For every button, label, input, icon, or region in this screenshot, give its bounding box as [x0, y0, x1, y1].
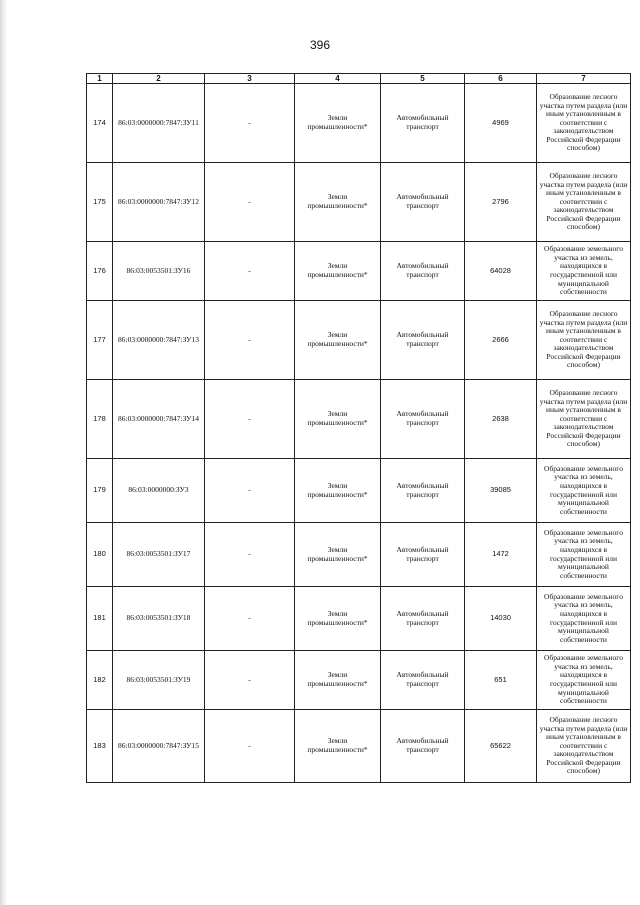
row-number: 181	[87, 587, 113, 651]
column-3-value: -	[205, 710, 295, 783]
table-row	[87, 587, 631, 651]
area-value: 651	[465, 651, 537, 710]
area-value: 4969	[465, 84, 537, 163]
permitted-use: Автомобильный транспорт	[381, 587, 465, 651]
column-3-value: -	[205, 84, 295, 163]
formation-method: Образование лесного участка путем раздела (или иным установленным в соответствии с законодательством Российской Федерации способом)	[537, 84, 631, 163]
formation-method: Образование земельного участка из земель, находящихся в государственной или муниципальной собственности	[537, 587, 631, 651]
table-row	[87, 523, 631, 587]
permitted-use: Автомобильный транспорт	[381, 84, 465, 163]
column-header: 1	[87, 74, 113, 84]
formation-method: Образование земельного участка из земель, находящихся в государственной или муниципальной собственности	[537, 523, 631, 587]
land-category: Земли промышленности*	[295, 163, 381, 242]
area-value: 2666	[465, 301, 537, 380]
permitted-use: Автомобильный транспорт	[381, 710, 465, 783]
area-value: 64028	[465, 242, 537, 301]
row-number: 178	[87, 380, 113, 459]
permitted-use: Автомобильный транспорт	[381, 242, 465, 301]
land-category: Земли промышленности*	[295, 523, 381, 587]
land-category: Земли промышленности*	[295, 459, 381, 523]
column-header: 4	[295, 74, 381, 84]
table-row	[87, 163, 631, 242]
column-header: 6	[465, 74, 537, 84]
cadastral-number: 86:03:0000000:7847:ЗУ13	[113, 301, 205, 380]
table-row	[87, 710, 631, 783]
page-number: 396	[309, 38, 331, 52]
row-number: 183	[87, 710, 113, 783]
cadastral-number: 86:03:0053501:ЗУ19	[113, 651, 205, 710]
permitted-use: Автомобильный транспорт	[381, 651, 465, 710]
table-row	[87, 380, 631, 459]
column-3-value: -	[205, 459, 295, 523]
area-value: 65622	[465, 710, 537, 783]
land-plot-table	[86, 73, 631, 783]
land-category: Земли промышленности*	[295, 710, 381, 783]
row-number: 180	[87, 523, 113, 587]
table-row	[87, 651, 631, 710]
column-3-value: -	[205, 651, 295, 710]
formation-method: Образование лесного участка путем раздела (или иным установленным в соответствии с законодательством Российской Федерации способом)	[537, 380, 631, 459]
formation-method: Образование земельного участка из земель, находящихся в государственной или муниципальной собственности	[537, 651, 631, 710]
permitted-use: Автомобильный транспорт	[381, 163, 465, 242]
formation-method: Образование земельного участка из земель, находящихся в государственной или муниципальной собственности	[537, 242, 631, 301]
scan-edge	[0, 0, 8, 905]
area-value: 2638	[465, 380, 537, 459]
row-number: 175	[87, 163, 113, 242]
area-value: 1472	[465, 523, 537, 587]
cadastral-number: 86:03:0053501:ЗУ16	[113, 242, 205, 301]
column-3-value: -	[205, 380, 295, 459]
row-number: 177	[87, 301, 113, 380]
formation-method: Образование земельного участка из земель, находящихся в государственной или муниципальной собственности	[537, 459, 631, 523]
formation-method: Образование лесного участка путем раздела (или иным установленным в соответствии с законодательством Российской Федерации способом)	[537, 301, 631, 380]
cadastral-number: 86:03:0053501:ЗУ17	[113, 523, 205, 587]
table-row	[87, 84, 631, 163]
row-number: 176	[87, 242, 113, 301]
cadastral-number: 86:03:0000000:7847:ЗУ11	[113, 84, 205, 163]
table-row	[87, 242, 631, 301]
area-value: 39085	[465, 459, 537, 523]
column-3-value: -	[205, 301, 295, 380]
row-number: 182	[87, 651, 113, 710]
column-3-value: -	[205, 163, 295, 242]
table-row	[87, 301, 631, 380]
cadastral-number: 86:03:0000000:ЗУ3	[113, 459, 205, 523]
header-row	[87, 74, 631, 84]
column-3-value: -	[205, 242, 295, 301]
formation-method: Образование лесного участка путем раздела (или иным установленным в соответствии с законодательством Российской Федерации способом)	[537, 163, 631, 242]
permitted-use: Автомобильный транспорт	[381, 380, 465, 459]
land-category: Земли промышленности*	[295, 242, 381, 301]
column-3-value: -	[205, 523, 295, 587]
permitted-use: Автомобильный транспорт	[381, 459, 465, 523]
permitted-use: Автомобильный транспорт	[381, 523, 465, 587]
land-category: Земли промышленности*	[295, 587, 381, 651]
row-number: 179	[87, 459, 113, 523]
column-header: 2	[113, 74, 205, 84]
column-header: 3	[205, 74, 295, 84]
land-category: Земли промышленности*	[295, 301, 381, 380]
table-row	[87, 459, 631, 523]
permitted-use: Автомобильный транспорт	[381, 301, 465, 380]
column-header: 7	[537, 74, 631, 84]
row-number: 174	[87, 84, 113, 163]
cadastral-number: 86:03:0000000:7847:ЗУ14	[113, 380, 205, 459]
column-3-value: -	[205, 587, 295, 651]
column-header: 5	[381, 74, 465, 84]
cadastral-number: 86:03:0053501:ЗУ18	[113, 587, 205, 651]
formation-method: Образование лесного участка путем раздела (или иным установленным в соответствии с законодательством Российской Федерации способом)	[537, 710, 631, 783]
area-value: 14030	[465, 587, 537, 651]
cadastral-number: 86:03:0000000:7847:ЗУ15	[113, 710, 205, 783]
land-category: Земли промышленности*	[295, 84, 381, 163]
land-category: Земли промышленности*	[295, 651, 381, 710]
cadastral-number: 86:03:0000000:7847:ЗУ12	[113, 163, 205, 242]
land-category: Земли промышленности*	[295, 380, 381, 459]
area-value: 2796	[465, 163, 537, 242]
